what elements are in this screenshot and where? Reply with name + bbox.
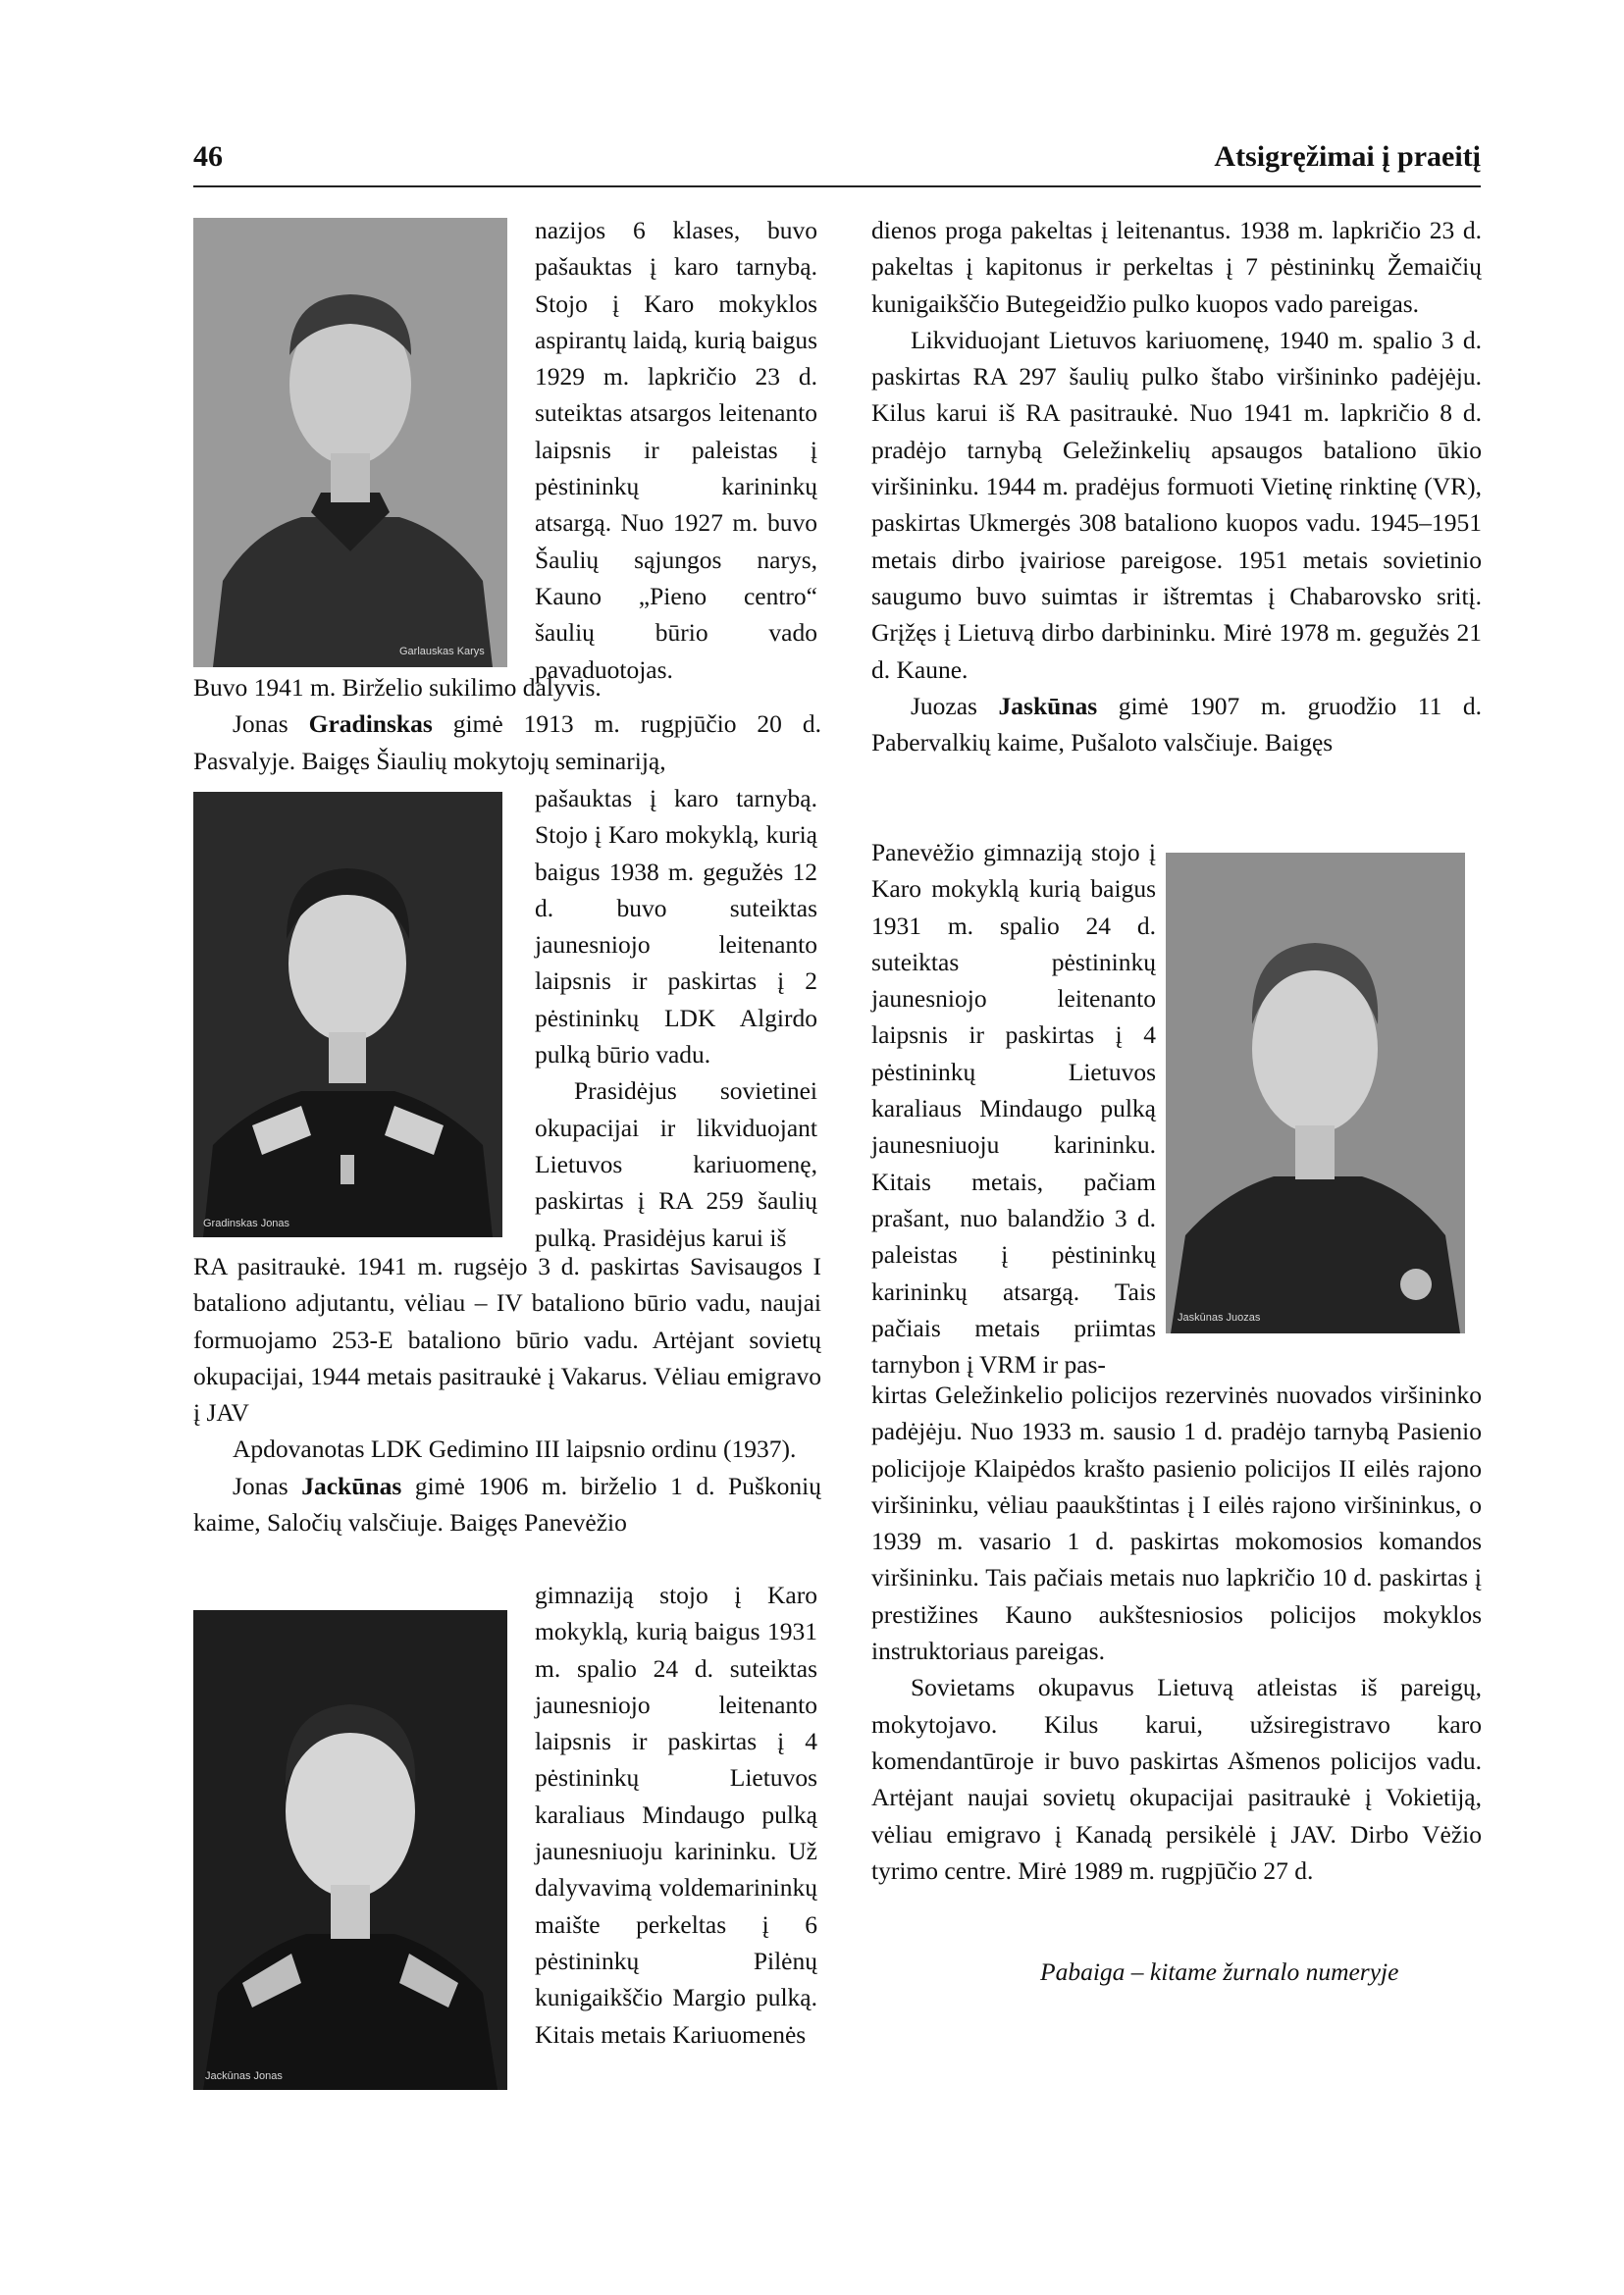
paragraph: dienos proga pakeltas į leitenantus. 1938 m. lapkričio 23 d. pakeltas į kapitonus ir perkeltas į 7 pėstininkų Žemaičių kunigaikščio Butegeidžio pulko kuopos vado pareigas.: [871, 216, 1482, 318]
left-text-block-4: [193, 1248, 821, 1540]
right-text-block-1: [871, 212, 1482, 760]
paragraph: Panevėžio gimnaziją stojo į Karo mokyklą kurią baigus 1931 m. spalio 24 d. suteiktas pėstininkų jaunesniojo leitenanto laipsnis ir paskirtas į 4 pėstininkų Lietuvos karaliaus Mindaugo pulką jaunesniuoju karininku. Kitais metais, pačiam prašant, nuo balandžio 3 d. paleistas į pėstininkų karininkų atsargą. Tais pačiais metais priimtas tarnybon į VRM ir pas-: [871, 838, 1156, 1380]
photo-caption: Garlauskas Karys: [399, 646, 485, 657]
left-text-block-1: [535, 212, 817, 688]
portrait-photo-jackunas: [193, 1610, 507, 2090]
person-name: Jackūnas: [301, 1471, 402, 1500]
paragraph: Buvo 1941 m. Birželio sukilimo dalyvis.: [193, 673, 602, 702]
running-title: Atsigręžimai į praeitį: [1214, 140, 1481, 173]
left-text-block-5: [535, 1577, 817, 2053]
person-name: Gradinskas: [308, 709, 433, 739]
text: Juozas: [911, 691, 999, 720]
paragraph: Likviduojant Lietuvos kariuomenę, 1940 m. spalio 3 d. paskirtas RA 297 šaulių pulko štabo viršininko padėjėju. Kilus karui iš RA pasitraukė. Nuo 1941 m. lapkričio 8 d. pradėjo tarnybą Geležinkelių apsaugos bataliono ūkio viršininku. 1944 m. pradėjus formuoti Vietinę rinktinę (VR), paskirtas Ukmergės 308 bataliono kuopos vadu. 1945–1951 metais dirbo įvairiose pareigose. 1951 metais sovietinio saugumo buvo suimtas ir ištremtas į Chabarovsko sritį. Grįžęs į Lietuvą dirbo darbininku. Mirė 1978 m. gegužės 21 d. Kaune.: [871, 325, 1482, 684]
text: gimė 1906 m. birželio 1 d. Puškonių kaime, Saločių valsčiuje. Baigęs Panevėžio: [193, 1471, 821, 1538]
text: gimė 1913 m. rugpjūčio 20 d. Pasvalyje. Baigęs Šiaulių mokytojų seminariją,: [193, 709, 821, 775]
portrait-photo-jaskunas: [1166, 853, 1465, 1333]
photo-caption: Jaskūnas Juozas: [1178, 1312, 1261, 1324]
paragraph: nazijos 6 klases, buvo pašauktas į karo tarnybą. Stojo į Karo mokyklos aspirantų laidą, kurią baigus 1929 m. lapkričio 23 d. suteiktas atsargos leitenanto laipsnis ir paleistas į pėstininkų karininkų atsargą. Nuo 1927 m. buvo Šaulių sąjungos narys, Kauno „Pieno centro“ šaulių būrio vado pavaduotojas.: [535, 216, 817, 684]
text: gimė 1907 m. gruodžio 11 d. Pabervalkių kaime, Pušaloto valsčiuje. Baigęs: [871, 691, 1482, 757]
page-header: [193, 140, 1481, 187]
text: Jonas: [233, 1471, 302, 1500]
photo-caption: Gradinskas Jonas: [203, 1218, 290, 1229]
photo-caption: Jackūnas Jonas: [205, 2070, 283, 2082]
paragraph-jackunas: [193, 1468, 821, 1541]
paragraph: pašauktas į karo tarnybą. Stojo į Karo mokyklą, kurią baigus 1938 m. gegužės 12 d. buvo suteiktas jaunesniojo leitenanto laipsnis ir paskirtas į 2 pėstininkų LDK Algirdo pulką būrio vadu.: [535, 784, 817, 1069]
paragraph: RA pasitraukė. 1941 m. rugsėjo 3 d. paskirtas Savisaugos I bataliono adjutantu, vėliau – IV bataliono būrio vadu, naujai formuojamo 253-E bataliono būrio vadu. Artėjant sovietų okupacijai, 1944 metais pasitraukė į Vakarus. Vėliau emigravo į JAV: [193, 1252, 821, 1428]
continuation-note: Pabaiga – kitame žurnalo numeryje: [1040, 1957, 1399, 1986]
paragraph: Sovietams okupavus Lietuvą atleistas iš pareigų, mokytojavo. Kilus karui, užsiregistravo karo komendantūroje ir buvo paskirtas Ašmenos policijos vadu. Artėjant naujai sovietų okupacijai pasitraukė į Vokietiją, vėliau emigravo į Kanadą persikėlė į JAV. Dirbo Vėžio tyrimo centre. Mirė 1989 m. rugpjūčio 27 d.: [871, 1673, 1482, 1885]
paragraph: Apdovanotas LDK Gedimino III laipsnio ordinu (1937).: [233, 1434, 797, 1464]
paragraph: Prasidėjus sovietinei okupacijai ir likviduojant Lietuvos kariuomenę, paskirtas į RA 259 šaulių pulką. Prasidėjus karui iš: [535, 1076, 817, 1252]
paragraph: kirtas Geležinkelio policijos rezervinės nuovados viršininko padėjėju. Nuo 1933 m. sausio 1 d. pradėjo tarnybą Pasienio policijoje Klaipėdos krašto pasienio policijos II eilės rajono viršininku, vėliau paaukštintas į I eilės rajono viršininkus, o 1939 m. vasario 1 d. paskirtas mokomosios komandos viršininku. Tais pačiais metais nuo lapkričio 10 d. paskirtas į prestižines Kauno aukštesniosios policijos mokyklos instruktoriaus pareigas.: [871, 1381, 1482, 1666]
paragraph-gradinskas: [193, 705, 821, 779]
text: Jonas: [233, 709, 309, 739]
portrait-photo-gradinskas: [193, 792, 502, 1237]
left-text-block-2: [193, 669, 821, 779]
right-text-block-3: [871, 1377, 1482, 1889]
paragraph-jaskunas: [871, 688, 1482, 761]
page-number: 46: [193, 140, 223, 173]
paragraph: gimnaziją stojo į Karo mokyklą, kurią baigus 1931 m. spalio 24 d. suteiktas jaunesniojo leitenanto laipsnis ir paskirtas į 4 pėstininkų Lietuvos karaliaus Mindaugo pulką jaunesniuoju karininku. Už dalyvavimą voldemarininkų maište perkeltas į 6 pėstininkų Pilėnų kunigaikščio Margio pulką. Kitais metais Kariuomenės: [535, 1581, 817, 2049]
right-text-block-2: [871, 834, 1156, 1382]
portrait-photo-garlauskas: [193, 218, 507, 667]
left-text-block-3: [535, 780, 817, 1256]
person-name: Jaskūnas: [998, 691, 1098, 720]
